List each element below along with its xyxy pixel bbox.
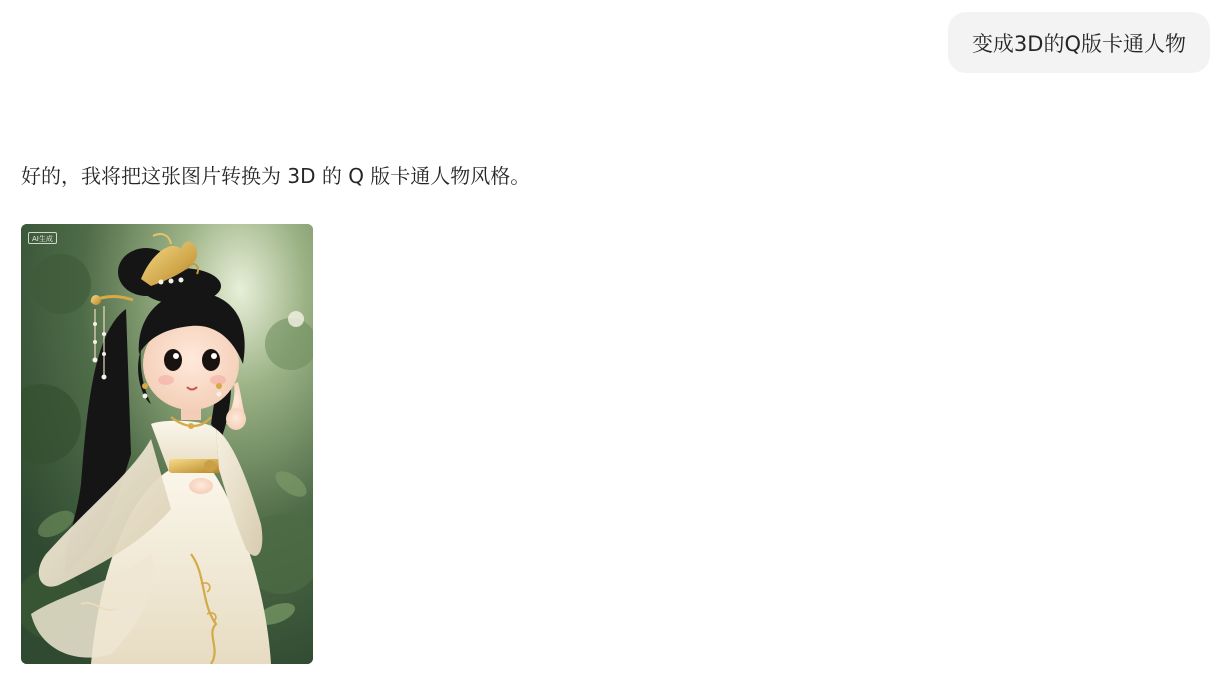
chibi-girl-illustration <box>21 224 313 664</box>
assistant-message-text: 好的，我将把这张图片转换为 3D 的 Q 版卡通人物风格。 <box>21 164 531 188</box>
ai-generated-badge: AI生成 <box>28 232 57 244</box>
user-message-text: 变成3D的Q版卡通人物 <box>971 31 1186 56</box>
generated-image[interactable] <box>21 224 313 664</box>
user-message-bubble <box>948 12 1210 73</box>
